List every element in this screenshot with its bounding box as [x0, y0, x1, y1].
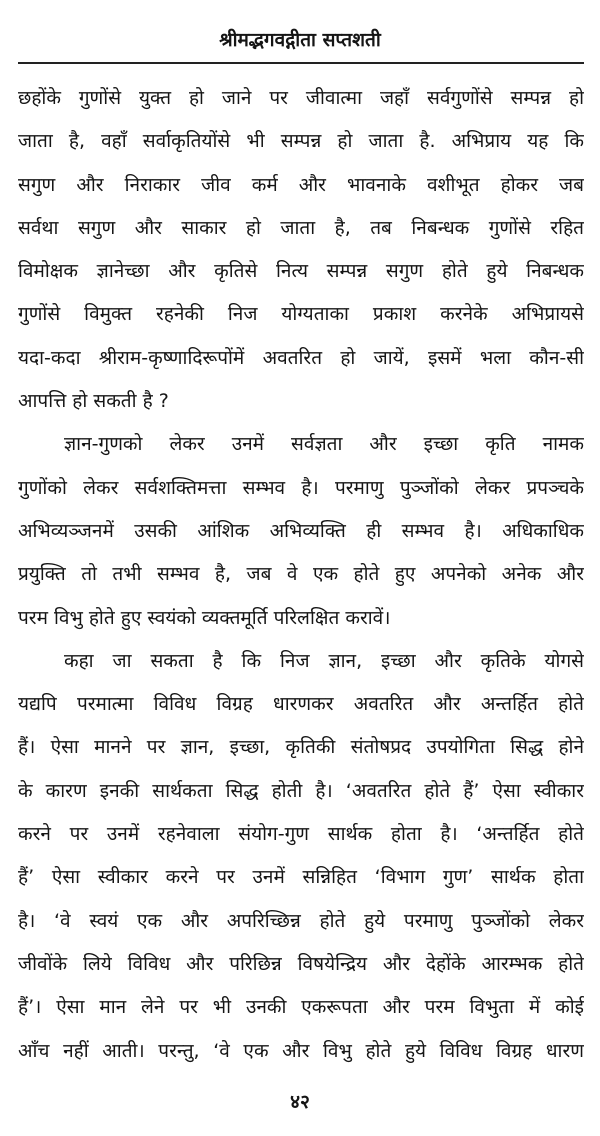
text-line: गुणोंको लेकर सर्वशक्तिमत्ता सम्भव है। परमाणु पुञ्जोंको लेकर प्रपञ्चके: [18, 476, 584, 499]
text-line: जीवोंके लिये विविध और परिछिन्न विषयेन्द्रिय और देहोंके आरम्भक होते: [18, 952, 584, 975]
text-line: यद्यपि परमात्मा विविध विग्रह धारणकर अवतरित और अन्तर्हित होते: [18, 693, 584, 716]
text-line: गुणोंसे विमुक्त रहनेकी निज योग्यताका प्रकाश करनेके अभिप्रायसे: [18, 303, 584, 326]
text-line: है। ‘वे स्वयं एक और अपरिच्छिन्न होते हुये परमाणु पुञ्जोंको लेकर: [18, 909, 584, 932]
text-line: हैं’ ऐसा स्वीकार करने पर उनमें सन्निहित ‘विभाग गुण’ सार्थक होता: [18, 866, 584, 889]
text-line: हैं। ऐसा मानने पर ज्ञान, इच्छा, कृतिकी संतोषप्रद उपयोगिता सिद्ध होने: [18, 736, 584, 759]
page-number: ४२: [290, 1091, 310, 1113]
paragraph-first-line: ज्ञान-गुणको लेकर उनमें सर्वज्ञता और इच्छा कृति नामक: [64, 433, 584, 456]
header-rule: [18, 62, 584, 64]
text-line: प्रयुक्ति तो तभी सम्भव है, जब वे एक होते हुए अपनेको अनेक और: [18, 563, 584, 586]
text-line: जाता है, वहाँ सर्वाकृतियोंसे भी सम्पन्न हो जाता है. अभिप्राय यह कि: [18, 130, 584, 153]
text-line: के कारण इनकी सार्थकता सिद्ध होती है। ‘अवतरित होते हैं’ ऐसा स्वीकार: [18, 779, 584, 802]
text-line: छहोंके गुणोंसे युक्त हो जाने पर जीवात्मा जहाँ सर्वगुणोंसे सम्पन्न हो: [18, 87, 584, 109]
body-text: [18, 77, 584, 1073]
text-line: आँच नहीं आती। परन्तु, ‘वे एक और विभु होते हुये विविध विग्रह धारण: [18, 1039, 584, 1062]
text-line: परम विभु होते हुए स्वयंको व्यक्तमूर्ति परिलक्षित करावें।: [18, 606, 391, 629]
text-line: आपत्ति हो सकती है ?: [18, 390, 169, 413]
text-line: अभिव्यञ्जनमें उसकी आंशिक अभिव्यक्ति ही सम्भव है। अधिकाधिक: [18, 519, 584, 542]
running-header-title: श्रीमद्भगवद्गीता सप्तशती: [219, 29, 381, 51]
text-line: सगुण और निराकार जीव कर्म और भावनाके वशीभूत होकर जब: [18, 173, 584, 196]
text-line: हैं’। ऐसा मान लेने पर भी उनकी एकरूपता और परम विभुता में कोई: [18, 996, 584, 1019]
paragraph-first-line: कहा जा सकता है कि निज ज्ञान, इच्छा और कृतिके योगसे: [64, 649, 584, 672]
text-line: विमोक्षक ज्ञानेच्छा और कृतिसे नित्य सम्पन्न सगुण होते हुये निबन्धक: [18, 260, 584, 283]
text-line: सर्वथा सगुण और साकार हो जाता है, तब निबन्धक गुणोंसे रहित: [18, 216, 584, 239]
text-line: करने पर उनमें रहनेवाला संयोग-गुण सार्थक होता है। ‘अन्तर्हित होते: [18, 823, 584, 846]
text-line: यदा-कदा श्रीराम-कृष्णादिरूपोंमें अवतरित हो जायें, इसमें भला कौन-सी: [18, 346, 584, 369]
